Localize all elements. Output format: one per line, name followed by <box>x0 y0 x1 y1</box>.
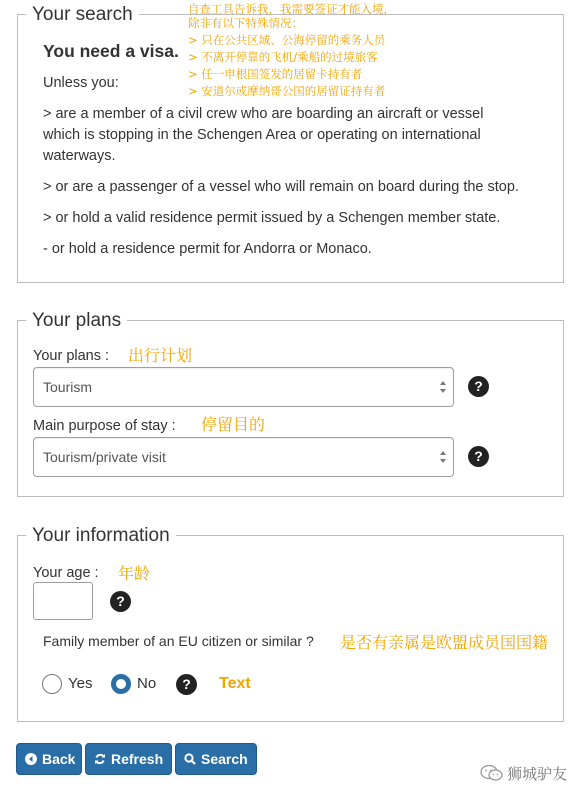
refresh-button-label: Refresh <box>111 751 164 767</box>
yes-radio[interactable] <box>42 674 62 694</box>
search-legend: Your search <box>26 4 139 26</box>
purpose-label: Main purpose of stay : <box>33 418 176 434</box>
plans-label: Your plans : <box>33 348 110 364</box>
search-button[interactable] <box>175 743 257 775</box>
back-arrow-icon <box>25 753 37 765</box>
search-button-label: Search <box>201 751 248 767</box>
plans-annotation: 出行计划 <box>128 346 193 365</box>
annotation-line: > 任一申根国签发的居留卡持有者 <box>188 67 363 81</box>
plans-select[interactable] <box>33 367 454 407</box>
annotation-line: > 不离开停靠的飞机/乘船的过境旅客 <box>188 50 378 64</box>
information-panel <box>17 535 564 722</box>
select-arrows-icon <box>439 379 447 395</box>
select-arrows-icon <box>439 449 447 465</box>
annotation-line: > 安道尔或摩纳哥公国的居留证持有者 <box>188 84 386 98</box>
purpose-select-value: Tourism/private visit <box>43 449 166 465</box>
plans-legend: Your plans <box>26 310 127 332</box>
help-icon[interactable]: ? <box>468 446 489 467</box>
exception-item: waterways. <box>43 148 116 164</box>
watermark-text: 狮城驴友 <box>507 765 568 783</box>
back-button[interactable] <box>16 743 82 775</box>
annotation-line: > 只在公共区域、公海停留的乘务人员 <box>188 33 386 47</box>
no-label[interactable]: No <box>137 675 157 692</box>
back-button-label: Back <box>42 751 76 767</box>
purpose-select[interactable] <box>33 437 454 477</box>
purpose-annotation: 停留目的 <box>201 415 266 434</box>
search-icon <box>184 753 196 765</box>
refresh-button[interactable] <box>85 743 172 775</box>
family-member-label: Family member of an EU citizen or similar ? <box>43 633 314 649</box>
exception-item: > or hold a valid residence permit issued by a Schengen member state. <box>43 210 501 226</box>
text-annotation: Text <box>219 675 251 692</box>
age-label: Your age : <box>33 565 99 581</box>
visa-result-heading: You need a visa. <box>43 41 179 61</box>
help-icon[interactable]: ? <box>468 376 489 397</box>
plans-select-value: Tourism <box>43 379 93 395</box>
help-icon[interactable]: ? <box>176 674 197 695</box>
exception-item: > or are a passenger of a vessel who will remain on board during the stop. <box>43 179 519 195</box>
yes-label[interactable]: Yes <box>68 675 93 692</box>
exception-item: > are a member of a civil crew who are boarding an aircraft or vessel <box>43 106 484 122</box>
annotation-line: 自查工具告诉我，我需要签证才能入境， <box>188 2 395 16</box>
exception-item: which is stopping in the Schengen Area or operating on international <box>43 127 481 143</box>
information-legend: Your information <box>26 525 176 547</box>
exception-item: - or hold a residence permit for Andorra or Monaco. <box>43 241 372 257</box>
no-radio[interactable] <box>111 674 131 694</box>
unless-label: Unless you: <box>43 75 119 91</box>
annotation-line: 除非有以下特殊情况： <box>188 16 303 30</box>
help-icon[interactable]: ? <box>110 591 131 612</box>
family-annotation: 是否有亲属是欧盟成员国国籍 <box>340 633 549 652</box>
refresh-icon <box>94 753 106 765</box>
wechat-icon <box>480 764 504 782</box>
age-annotation: 年龄 <box>118 564 151 583</box>
age-input[interactable] <box>33 582 93 620</box>
